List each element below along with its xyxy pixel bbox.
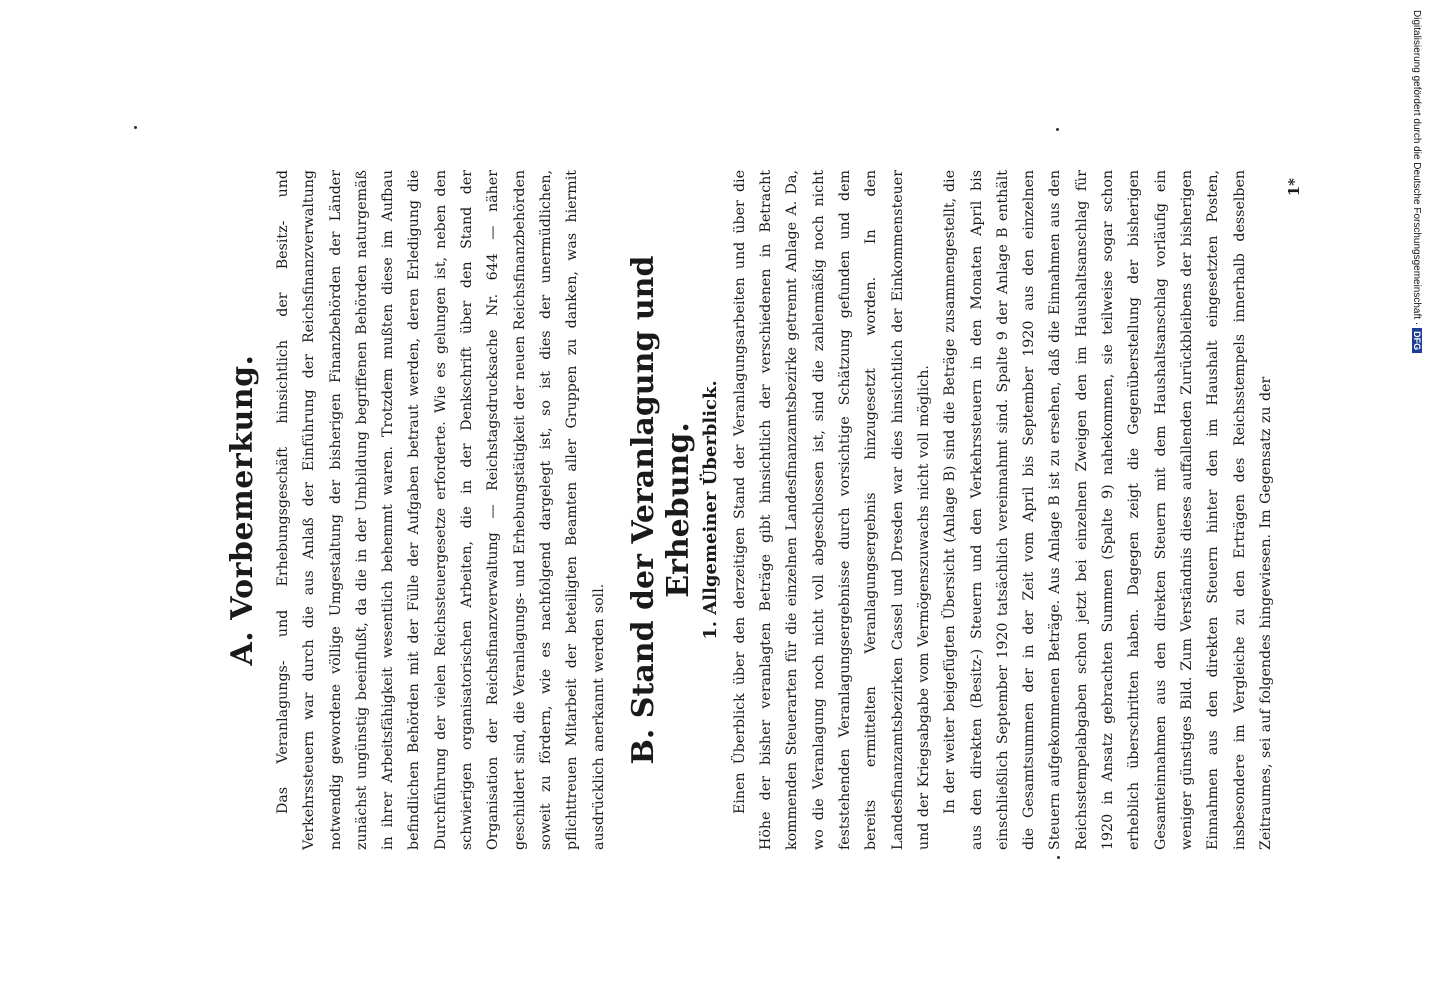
print-speck xyxy=(1057,856,1060,859)
section-b-subtitle: 1. Allgemeiner Überblick. xyxy=(699,380,721,640)
print-speck xyxy=(1056,128,1059,131)
page-number: 1* xyxy=(1285,178,1304,197)
rotated-text-block xyxy=(225,170,1303,850)
section-a-title: A. Vorbemerkung. xyxy=(225,354,260,666)
funding-notice-text: Digitalisierung gefördert durch die Deutsche Forschungsgemeinschaft · xyxy=(1411,10,1422,326)
section-a-paragraph: Das Veranlagungs- und Erhebungsgeschäft hinsichtlich der Besitz- und Verkehrssteuern war durch die aus Anlaß der Einführung der Reichsfinanzverwaltung notwendig gewordene völlige Umgestaltung der bisherigen Finanzbehörden der Länder zunächst ungünstig beeinflußt, da die in der Umbildung begriffenen Behörden naturgemäß in ihrer Arbeitsfähigkeit wesentlich behemmt waren. Trotzdem mußten diese im Aufbau befindlichen Behörden mit der Fülle der Aufgaben betraut werden, deren Erledigung die Durchführung der vielen Reichssteuergesetze erforderte. Wie es gelungen ist, neben den schwierigen organisatorischen Arbeiten, die in der Denkschrift über den Stand der Organisation der Reichsfinanzverwaltung — Reichstagsdrucksache Nr. 644 — näher geschildert sind, die Veranlagungs- und Erhebungstätigkeit der neuen Reichsfinanzbehörden soweit zu fördern, wie es nachfolgend dargelegt ist, so ist dies der unermüdlichen, pflichttreuen Mitarbeit der beteiligten Beamten aller Gruppen zu danken, was hiermit ausdrücklich anerkannt werden soll. xyxy=(275,170,607,850)
section-b-paragraph-1: Einen Überblick über den derzeitigen Stand der Veranlagungsarbeiten und über die Höhe der bisher veranlagten Beträge gibt hinsichtlich der verschiedenen in Betracht kommenden Steuerarten für die einzelnen Landesfinanzamtsbezirke getrennt Anlage A. Da, wo die Veranlagung noch nicht voll abgeschlossen ist, sind die zahlenmäßig noch nicht feststehenden Veranlagungsergebnisse durch vorsichtige Schätzung gefunden und dem bereits ermittelten Veranlagungsergebnis hinzugesetzt worden. In den Landesfinanzamtsbezirken Cassel und Dresden war dies hinsichtlich der Einkommensteuer und der Kriegsabgabe vom Vermögenszuwachs nicht voll möglich. xyxy=(731,170,932,850)
section-b-paragraph-2: In der weiter beigefügten Übersicht (Anlage B) sind die Beträge zusammengestellt, die aus den direkten (Besitz-) Steuern und den Verkehrssteuern in den Monaten April bis einschließlich September 1920 tatsächlich vereinnahmt sind. Spalte 9 der Anlage B enthält die Gesamtsummen der in der Zeit vom April bis September 1920 aus den einzelnen Steuern aufgekommenen Beträge. Aus Anlage B ist zu ersehen, daß die Einnahmen aus den Reichsstempelabgaben schon jetzt bei einzelnen Zweigen den im Haushaltsanschlag für 1920 in Ansatz gebrachten Summen (Spalte 9) nahekommen, sie teilweise sogar schon erheblich überschritten haben. Dagegen zeigt die Gegenüberstellung der bisherigen Gesamteinnahmen aus den direkten Steuern mit dem Haushaltsanschlag vorläufig ein weniger günstiges Bild. Zum Verständnis dieses auffallenden Zurückbleibens der bisherigen Einnahmen aus den direkten Steuern hinter den im Haushalt eingesetzten Posten, insbesondere im Vergleiche zu den Erträgen des Reichsstempels innerhalb desselben Zeitraumes, sei auf folgendes hingewiesen. Im Gegensatz zu der xyxy=(942,170,1274,850)
section-b-title: B. Stand der Veranlagung und Erhebung. xyxy=(625,255,696,765)
print-speck xyxy=(134,126,137,129)
dfg-logo: DFG xyxy=(1412,328,1422,353)
funding-notice-text-row xyxy=(1411,10,1422,353)
